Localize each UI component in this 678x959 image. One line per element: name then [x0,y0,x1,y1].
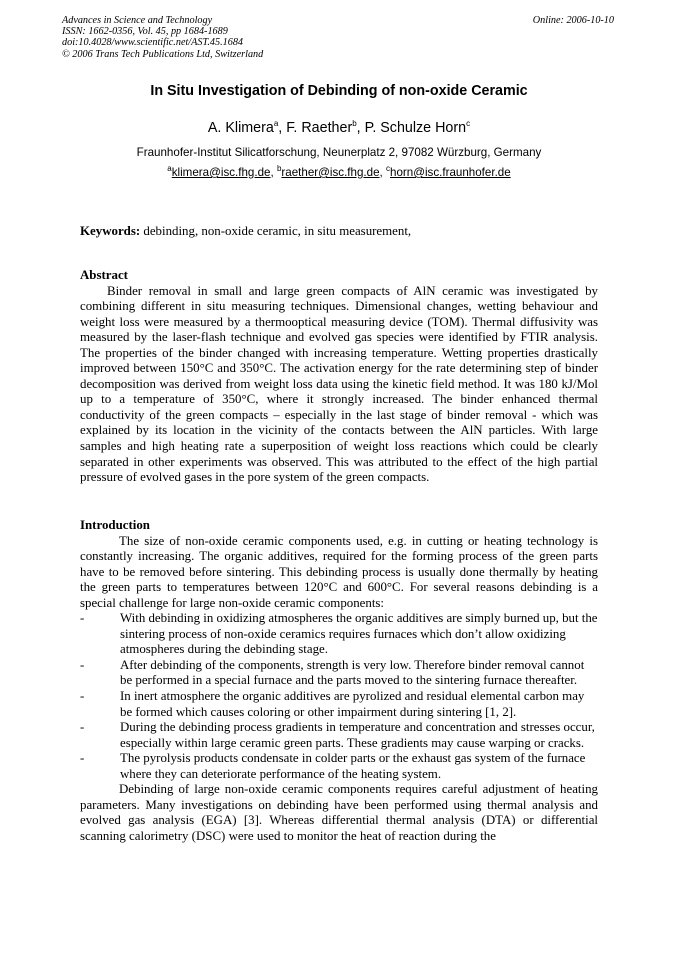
email-link[interactable]: raether@isc.fhg.de [281,166,380,179]
author-superscript: a [273,119,279,129]
list-item [80,720,598,751]
author-list: A. Klimera$^a$, F. Raether$^b$, P. Schulze Horn$^c$ [207,119,471,136]
paper-title: In Situ Investigation of Debinding of non-oxide Ceramic [150,83,528,99]
list-item [80,658,598,689]
bullet-marker: - [80,611,85,626]
abstract-text: Binder removal in small and large green compacts of AlN ceramic was investigated by combining different in situ measuring techniques. Dimensional changes, wetting behaviour and weight loss were measured by a thermooptical measuring device (TOM). Thermal diffusivity was measured by the laser-flash technique and evolved gas species were identified by FTIR analysis. The properties of the binder changed with increasing temperature. Wetting properties drastically improved between 150°C and 350°C. The activation energy for the rate determining step of binder decomposition was derived from weight loss data using the kinetic field method. It was 180 kJ/Mol up to a temperature of 350°C, where it strongly increased. The binder enhanced thermal conductivity of the green compacts – especially in the last stage of binder removal - which was explained by its location in the vicinity of the contacts between the AlN particles. With large samples and high heating rate a superposition of weight loss reactions which could be clearly separated in other experiments was observed. This was attributed to the effect of the high partial pressure of evolved gases in the pore system of the green compacts. [80,283,598,485]
abstract-section [80,268,598,486]
email-superscript: b [276,164,282,174]
list-item-text: In inert atmosphere the organic additives are pyrolized and residual elemental carbon may be formed which causes coloring or other impairment during sintering [1, 2]. [120,689,585,719]
affiliation: Fraunhofer-Institut Silicatforschung, Neunerplatz 2, 97082 Würzburg, Germany [136,146,542,159]
list-item [80,689,598,720]
email-link[interactable]: horn@isc.fraunhofer.de [390,166,511,179]
bullet-marker: - [80,720,85,735]
email-link[interactable]: klimera@isc.fhg.de [171,166,271,179]
abstract-heading: Abstract [80,268,128,282]
copyright-line: © 2006 Trans Tech Publications Ltd, Switzerland [62,48,264,60]
list-item-text: With debinding in oxidizing atmospheres the organic additives are simply burned up, but the sintering process of non-oxide ceramics requires furnaces which don’t allow oxidizing atmospheres during the debinding stage. [120,611,598,657]
email-list: $^a$klimera@isc.fhg.de, $^b$raether@isc.fhg.de, $^c$horn@isc.fraunhofer.de [167,164,511,179]
keywords-text: debinding, non-oxide ceramic, in situ measurement, [143,224,412,238]
challenge-list [80,611,598,782]
author-superscript: b [352,119,357,129]
keywords-label: Keywords: [80,224,141,238]
introduction-paragraph: The size of non-oxide ceramic components used, e.g. in cutting or heating technology is constantly increasing. The organic additives, required for the forming process of the green parts have to be removed before sintering. This debinding process is usually done thermally by heating the green parts to temperatures between 120°C and 600°C. For several reasons debinding is a special challenge for large non-oxide ceramic components: [80,533,598,610]
list-item [80,751,598,782]
bullet-marker: - [80,657,85,672]
list-item-text: During the debinding process gradients in temperature and concentration and stresses occur, especially within large ceramic green parts. These gradients may cause warping or cracks. [120,720,595,750]
author-superscript: c [466,119,471,129]
journal-name: Advances in Science and Technology [62,15,213,26]
bullet-marker: - [80,751,85,766]
introduction-section [80,518,598,844]
issn-line: ISSN: 1662-0356, Vol. 45, pp 1684-1689 [62,26,228,38]
doi-line: doi:10.4028/www.scientific.net/AST.45.1684 [62,37,244,49]
introduction-paragraph: Debinding of large non-oxide ceramic components requires careful adjustment of heating parameters. Many investigations on debinding have been performed using thermal analysis and evolved gas analysis (EGA) [3]. Whereas differential thermal analysis (DTA) or differential scanning calorimetry (DSC) were used to monitor the heat of reaction during the [80,782,598,843]
list-item-text: After debinding of the components, strength is very low. Therefore binder removal cannot be performed in a special furnace and the parts moved to the sintering furnace thereafter. [120,657,585,688]
bullet-marker: - [80,689,85,704]
journal-header [62,15,263,60]
online-date: Online: 2006-10-10 [532,15,614,26]
author-name: F. Raether [286,120,353,136]
keywords-line [80,224,598,240]
email-superscript: c [386,164,390,174]
author-name: A. Klimera [207,120,274,136]
author-name: P. Schulze Horn [364,120,467,136]
email-superscript: a [167,164,172,174]
list-item-text: The pyrolysis products condensate in colder parts or the exhaust gas system of the furnace where they can deteriorate performance of the heating system. [120,751,586,781]
list-item [80,611,598,658]
introduction-heading: Introduction [80,518,150,532]
